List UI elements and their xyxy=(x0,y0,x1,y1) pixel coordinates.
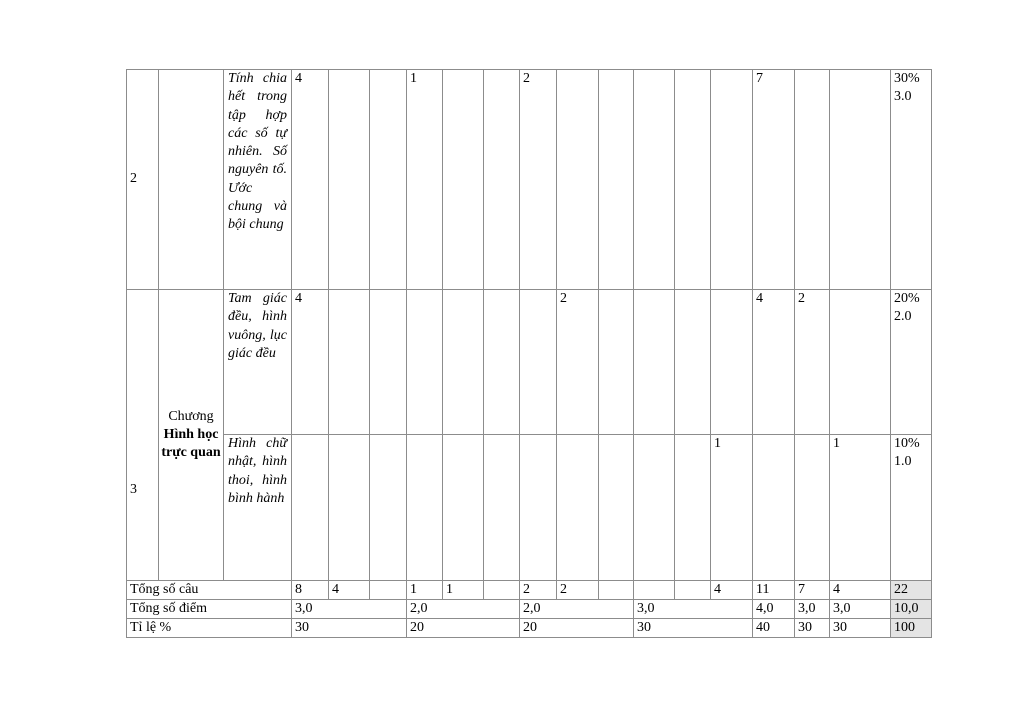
total-points-row xyxy=(127,600,932,619)
value-cell xyxy=(520,435,557,581)
chapter-title: Hình học trực quan xyxy=(161,426,221,461)
total-label: Tổng số điểm xyxy=(127,600,292,619)
total-label: Tổng số câu xyxy=(127,581,292,600)
total-cell xyxy=(634,581,675,600)
value-cell xyxy=(329,435,370,581)
table-row xyxy=(127,435,932,581)
value-cell xyxy=(520,290,557,435)
value-cell xyxy=(370,70,407,290)
ratio-cell: 10% 1.0 xyxy=(891,435,932,581)
value-cell xyxy=(329,70,370,290)
total-questions-row xyxy=(127,581,932,600)
total-cell: 3,0 xyxy=(292,600,407,619)
value-cell: 2 xyxy=(557,290,599,435)
value-cell xyxy=(292,435,329,581)
value-cell: 1 xyxy=(407,70,443,290)
ratio-cell: 30% 3.0 xyxy=(891,70,932,290)
value-cell: 4 xyxy=(292,290,329,435)
value-cell: 1 xyxy=(830,435,891,581)
value-cell xyxy=(484,435,520,581)
value-cell xyxy=(675,70,711,290)
total-cell: 20 xyxy=(520,619,634,638)
total-cell: 40 xyxy=(753,619,795,638)
total-cell xyxy=(484,581,520,600)
value-cell xyxy=(370,435,407,581)
table-row xyxy=(127,70,932,290)
value-cell xyxy=(443,290,484,435)
table-row xyxy=(127,290,932,435)
value-cell: 2 xyxy=(520,70,557,290)
value-cell xyxy=(634,70,675,290)
value-cell xyxy=(443,70,484,290)
value-cell xyxy=(484,290,520,435)
chapter-prefix: Chương xyxy=(168,408,214,424)
value-cell xyxy=(634,290,675,435)
value-cell xyxy=(634,435,675,581)
total-cell: 11 xyxy=(753,581,795,600)
value-cell xyxy=(599,70,634,290)
chapter-cell xyxy=(159,70,224,290)
value-cell xyxy=(711,290,753,435)
total-cell: 4,0 xyxy=(753,600,795,619)
exam-matrix-table xyxy=(126,69,932,638)
total-cell: 1 xyxy=(407,581,443,600)
value-cell xyxy=(711,70,753,290)
value-cell: 7 xyxy=(753,70,795,290)
value-cell xyxy=(407,435,443,581)
total-label: Tỉ lệ % xyxy=(127,619,292,638)
total-cell: 30 xyxy=(634,619,753,638)
grand-total-cell: 10,0 xyxy=(891,600,932,619)
total-cell: 30 xyxy=(292,619,407,638)
total-cell xyxy=(370,581,407,600)
total-percent-row xyxy=(127,619,932,638)
total-cell: 7 xyxy=(795,581,830,600)
total-cell: 30 xyxy=(795,619,830,638)
ratio-cell: 20% 2.0 xyxy=(891,290,932,435)
grand-total-cell: 22 xyxy=(891,581,932,600)
value-cell xyxy=(370,290,407,435)
value-cell: 4 xyxy=(753,290,795,435)
value-cell: 4 xyxy=(292,70,329,290)
total-cell: 2 xyxy=(557,581,599,600)
total-cell: 20 xyxy=(407,619,520,638)
total-cell: 3,0 xyxy=(634,600,753,619)
total-cell: 4 xyxy=(830,581,891,600)
total-cell: 2 xyxy=(520,581,557,600)
total-cell: 3,0 xyxy=(795,600,830,619)
total-cell: 1 xyxy=(443,581,484,600)
value-cell: 2 xyxy=(795,290,830,435)
value-cell xyxy=(557,435,599,581)
total-cell xyxy=(599,581,634,600)
total-cell xyxy=(675,581,711,600)
value-cell xyxy=(795,435,830,581)
value-cell xyxy=(599,290,634,435)
value-cell xyxy=(443,435,484,581)
value-cell xyxy=(484,70,520,290)
total-cell: 30 xyxy=(830,619,891,638)
total-cell: 8 xyxy=(292,581,329,600)
total-cell: 4 xyxy=(711,581,753,600)
topic-cell: Hình chữ nhật, hình thoi, hình bình hành xyxy=(224,435,292,581)
value-cell: 1 xyxy=(711,435,753,581)
row-number: 3 xyxy=(127,290,159,581)
value-cell xyxy=(753,435,795,581)
value-cell xyxy=(675,290,711,435)
total-cell: 3,0 xyxy=(830,600,891,619)
chapter-cell xyxy=(159,290,224,581)
topic-cell: Tam giác đều, hình vuông, lục giác đều xyxy=(224,290,292,435)
total-cell: 2,0 xyxy=(520,600,634,619)
value-cell xyxy=(407,290,443,435)
total-cell: 4 xyxy=(329,581,370,600)
value-cell xyxy=(329,290,370,435)
value-cell xyxy=(830,70,891,290)
value-cell xyxy=(557,70,599,290)
topic-cell: Tính chia hết trong tập hợp các số tự nhiên. Số nguyên tố. Ước chung và bội chung xyxy=(224,70,292,290)
grand-total-cell: 100 xyxy=(891,619,932,638)
row-number: 2 xyxy=(127,70,159,290)
value-cell xyxy=(675,435,711,581)
total-cell: 2,0 xyxy=(407,600,520,619)
value-cell xyxy=(830,290,891,435)
value-cell xyxy=(599,435,634,581)
value-cell xyxy=(795,70,830,290)
